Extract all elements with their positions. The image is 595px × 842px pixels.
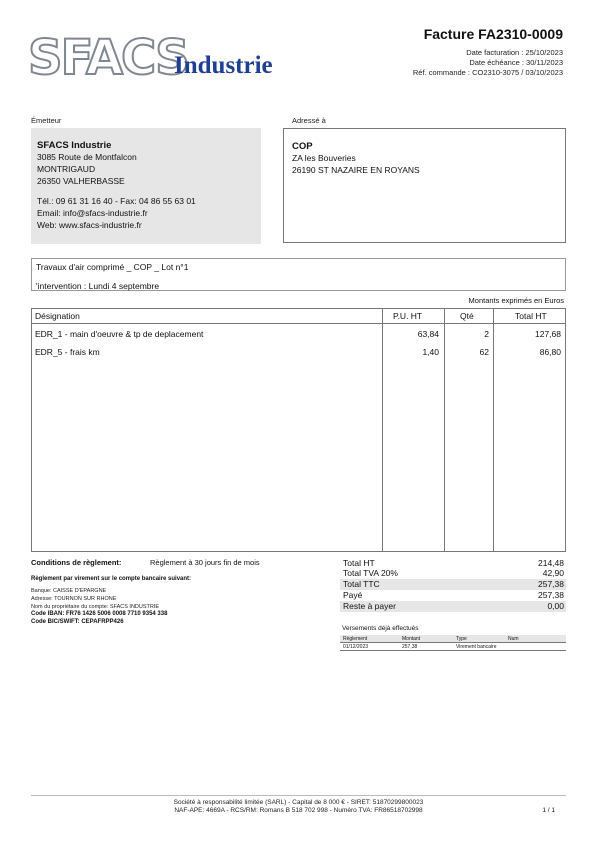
header-designation: Désignation	[35, 311, 80, 321]
header-unit-price: P.U. HT	[393, 311, 423, 321]
footer-divider	[31, 795, 566, 796]
payments-table-bottom	[340, 650, 566, 651]
table-row-unit-price: 63,84	[417, 329, 439, 339]
company-logo	[28, 32, 290, 84]
bank-transfer-title: Règlement par virement sur le compte bancaire suivant:	[31, 576, 192, 582]
column-divider	[382, 309, 383, 551]
table-row-total: 127,68	[535, 329, 561, 339]
table-row-quantity: 2	[484, 329, 489, 339]
payment-date: 01/12/2023	[343, 644, 369, 650]
payment-terms-label: Conditions de règlement:	[31, 558, 122, 567]
payments-table-header	[340, 635, 566, 643]
header-quantity: Qté	[460, 311, 474, 321]
recipient-label: Adressé à	[292, 116, 326, 125]
emitter-phone: Tél.: 09 61 31 16 40 - Fax: 04 86 55 63 01	[37, 196, 196, 206]
emitter-box	[31, 128, 261, 244]
recipient-address-1: ZA les Bouveries	[292, 153, 356, 163]
emitter-address-2: MONTRIGAUD	[37, 164, 96, 174]
footer-legal-line-1: Société à responsabilité limitée (SARL) - Capital de 8 000 € - SIRET: 51870299800023	[173, 799, 424, 806]
invoice-lines-table	[31, 308, 566, 552]
emitter-address-3: 26350 VALHERBASSE	[37, 176, 125, 186]
invoice-subject-box	[31, 258, 566, 291]
payment-type: Virement bancaire	[456, 644, 497, 650]
table-row-designation: EDR_5 - frais km	[35, 347, 100, 357]
payment-terms-value: Règlement à 30 jours fin de mois	[150, 558, 260, 567]
paid-label: Payé	[343, 590, 363, 600]
account-owner: Nom du propriétaire du compte: SFACS INDUSTRIE	[31, 604, 160, 610]
recipient-name: COP	[292, 141, 313, 152]
table-row-designation: EDR_1 - main d'oeuvre & tp de deplacement	[35, 329, 204, 339]
subject-line-2: 'intervention : Lundi 4 septembre	[36, 281, 160, 291]
iban-code: Code IBAN: FR76 1426 5006 0008 7710 9354 338	[31, 611, 168, 617]
payments-header-num: Num	[508, 636, 519, 642]
emitter-name: SFACS Industrie	[37, 140, 112, 151]
logo-sfacs-text: SFACS	[28, 30, 188, 86]
emitter-label: Émetteur	[31, 116, 62, 125]
bic-code: Code BIC/SWIFT: CEPAFRPP426	[31, 619, 124, 625]
total-tva-row	[340, 568, 566, 579]
total-ttc-label: Total TTC	[343, 579, 380, 589]
total-tva-label: Total TVA 20%	[343, 568, 398, 578]
recipient-box	[283, 128, 566, 243]
payments-table	[340, 635, 566, 652]
order-reference: Réf. commande : CO2310-3075 / 03/10/2023	[412, 68, 563, 77]
remaining-label: Reste à payer	[343, 601, 396, 611]
remaining-value: 0,00	[547, 601, 564, 611]
emitter-email: Email: info@sfacs-industrie.fr	[37, 208, 148, 218]
recipient-address-2: 26190 ST NAZAIRE EN ROYANS	[292, 165, 420, 175]
table-row-unit-price: 1,40	[422, 347, 439, 357]
payments-header-reglement: Règlement	[343, 636, 368, 642]
total-tva-value: 42,90	[542, 568, 564, 578]
table-row-total: 86,80	[539, 347, 561, 357]
header-total: Total HT	[515, 311, 547, 321]
payments-header-montant: Montant	[402, 636, 421, 642]
paid-row	[340, 590, 566, 601]
invoice-due-date: Date échéance : 30/11/2023	[469, 58, 563, 67]
header-divider	[32, 323, 565, 324]
emitter-address-1: 3085 Route de Montfalcon	[37, 152, 137, 162]
table-row-quantity: 62	[479, 347, 489, 357]
page-number: 1 / 1	[542, 807, 555, 814]
invoice-title: Facture FA2310-0009	[423, 26, 563, 42]
paid-value: 257,38	[538, 590, 564, 600]
invoice-date: Date facturation : 25/10/2023	[466, 48, 563, 57]
currency-note: Montants exprimés en Euros	[468, 296, 564, 305]
payments-header-type: Type	[456, 636, 467, 642]
payments-made-title: Versements déjà effectués	[342, 625, 419, 632]
total-ttc-row	[340, 579, 566, 590]
emitter-website: Web: www.sfacs-industrie.fr	[37, 220, 142, 230]
subject-line-1: Travaux d'air comprimé _ COP _ Lot n°1	[36, 262, 189, 272]
total-ttc-value: 257,38	[538, 579, 564, 589]
bank-name: Banque: CAISSE D'EPARGNE	[31, 588, 107, 594]
bank-address: Adresse: TOURNON SUR RHONE	[31, 596, 117, 602]
remaining-row	[340, 601, 566, 612]
total-ht-value: 214,48	[538, 558, 564, 568]
total-ht-label: Total HT	[343, 558, 375, 568]
payment-amount: 257,38	[402, 644, 418, 650]
footer-legal-line-2: NAF-APE: 4669A - RCS/RM: Romans B 518 702 998 - Numéro TVA: FR86518702998	[174, 807, 423, 814]
logo-industrie-text: Industrie	[174, 52, 273, 79]
column-divider	[444, 309, 445, 551]
column-divider	[493, 309, 494, 551]
